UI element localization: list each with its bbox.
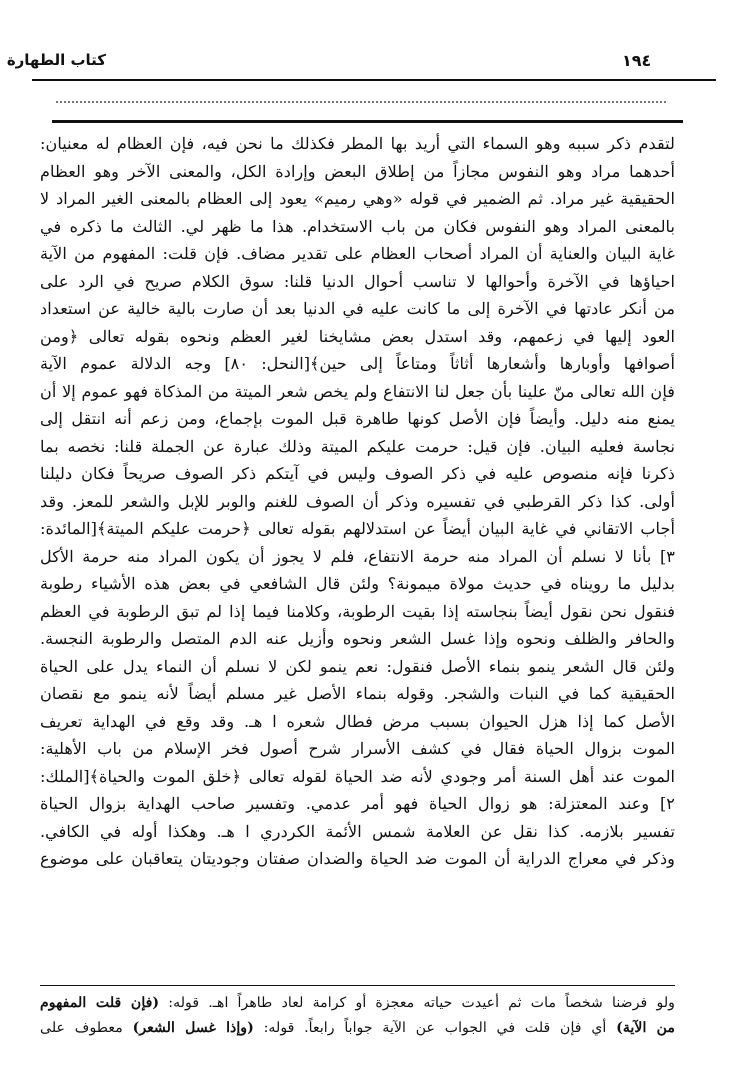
text-line: وذكر في معراج الدراية أن الموت ضد الحياة والضدان صفتان وجوديتان يتعاقبان على موضوع (40, 849, 675, 868)
text-line: والحافر والظلف ونحوه وإذا غسل الشعر ونحوه وأزيل عنه الدم المتصل والرطوبة النجسة. (40, 629, 675, 648)
text-line: تفسير بلازمه. كذا نقل عن العلامة شمس الأئمة الكردري ا هـ. وهكذا أوله في الكافي. (40, 821, 675, 841)
text-line: أحدهما مراد وهو النفوس مجازاً من إطلاق البعض وإرادة الكل، والمعنى الآخر وهو العظام (40, 161, 675, 181)
text-line: ولئن قال الشعر ينمو بنماء الأصل فنقول: نعم ينمو لكن لا نسلم أن النماء يدل على الحياة (40, 656, 675, 676)
thick-divider (52, 120, 683, 123)
text-line: احياؤها في الآخرة وأحوالها لا تناسب أحوال الدنيا قلنا: سوق الكلام صريح في الرد على (40, 271, 675, 291)
text-line: أصوافها وأوبارها وأشعارها أثاثاً ومتاعاً إلى حين﴾[النحل: ٨٠] وجه الدلالة عموم الآية (40, 354, 675, 373)
text-line: يمنع منه دليل. وأيضاً فإن الأصل كونها طاهرة قبل الموت بإجماع، ومن زعم أنه انتقل إلى (40, 409, 675, 428)
running-header-title: كتاب الطهارة (6, 51, 106, 69)
text-line: فإن الله تعالى منّ علينا بأن جعل لنا الانتفاع ولم يخص شعر الميتة من المذكاة فهو عموم إلا أن (40, 381, 675, 401)
footnote-line (40, 1016, 675, 1041)
text-line: ٣] بأنا لا نسلم أن المراد منه حرمة الانتفاع، فلم لا يجوز أن يكون المراد منه حرمة الأكل (40, 546, 675, 566)
text-line: أجاب الاتقاني في غاية البيان أيضاً عن استدلالهم بقوله تعالى ﴿حرمت عليكم الميتة﴾[المائدة: (40, 519, 675, 538)
footnote-line (40, 991, 675, 1016)
page-number: ١٩٤ (622, 51, 652, 70)
text-line: الموت بزوال الحياة فقال في كشف الأسرار شرح أصول فخر الإسلام من باب الأهلية: (40, 739, 675, 758)
dotted-divider (56, 101, 666, 103)
header-rule (32, 79, 716, 81)
text-line: لتقدم ذكر سببه وهو السماء التي أريد بها المطر فكذلك ما نحن فيه، فإن العظام له معنيان: (40, 134, 675, 153)
text-line: أولى. كذا ذكر القرطبي في تفسيره وذكر أن الصوف للغنم والوبر للإبل والشعر للمعز. وقد (40, 491, 675, 511)
footnote-text: معطوف على (40, 1020, 133, 1036)
footnote-text: أي فإن قلت في الجواب عن الآية جواباً رابعاً. قوله: (253, 1020, 617, 1036)
text-line: ذكرنا فإنه منصوص عليه في ذكر الصوف وليس في آيتكم ذكر الصوف صريحاً فكان دليلنا (40, 464, 675, 483)
footnote-bold-quote: (وإذا غسل الشعر) (132, 1020, 254, 1036)
text-line: بدليل ما رويناه في حديث مولاة ميمونة؟ ولئن قال الشافعي في بعض هذه الأشياء رطوبة (40, 574, 675, 593)
text-line: ٢] وعند المعتزلة: هو زوال الحياة فهو أمر عدمي. وتفسير صاحب الهداية بزوال الحياة (40, 794, 675, 813)
footnote-bold-quote: من الآية) (616, 1020, 675, 1036)
text-line: فنقول نحن نقول أيضاً بنجاسته إذا بقيت الرطوبة، وكلامنا فيما إذا لم تبق الرطوبة في العظم (40, 601, 675, 621)
footnote-separator (40, 985, 675, 986)
footnote-text: ولو فرضنا شخصاً مات ثم أعيدت حياته معجزة أو كرامة لعاد طاهراً اهـ. قوله: (159, 995, 675, 1011)
text-line: غاية البيان والعناية أن المراد أصحاب العظام على تقدير مضاف. فإن قلت: المفهوم من الآية (40, 244, 675, 263)
text-line: بالمعنى المراد وهو النفوس فكان من باب الاستخدام. هذا ما ظهر لي. الثالث ما ذكره في (40, 216, 675, 236)
text-line: نجاسة فعليه البيان. فإن قيل: حرمت عليكم الميتة وذلك عبارة عن الجملة قلنا: نخصه بما (40, 436, 675, 456)
text-line: من أنكر عادتها في الآخرة إلى ما كانت عليه في الدنيا بعد أن صارت بالية خالية عن استعداد (40, 299, 675, 318)
footnote-block (40, 991, 675, 1041)
text-line: الأصل كما إذا هزل الحيوان بسبب مرض فطال شعره ا هـ. وقد وقع في الهداية تعريف (40, 711, 675, 731)
text-line: العود إليها في زعمهم، وقد استدل بعض مشايخنا لغير العظم ونحوه بقوله تعالى ﴿ومن (40, 326, 675, 346)
text-line: الحقيقية كما في النبات والشجر. وقوله بنماء الأصل غير مسلم أيضاً لأنه ينمو مع نقصان (40, 684, 675, 703)
footnote-bold-quote: (فإن قلت المفهوم (40, 995, 160, 1011)
main-text-block (40, 130, 675, 873)
text-line: الحقيقية غير مراد. ثم الضمير في قوله «وهي رميم» يعود إلى العظام بالمعنى الغير المراد لا (40, 189, 675, 208)
text-line: الموت عند أهل السنة أمر وجودي لأنه ضد الحياة لقوله تعالى ﴿خلق الموت والحياة﴾[الملك: (40, 766, 675, 786)
